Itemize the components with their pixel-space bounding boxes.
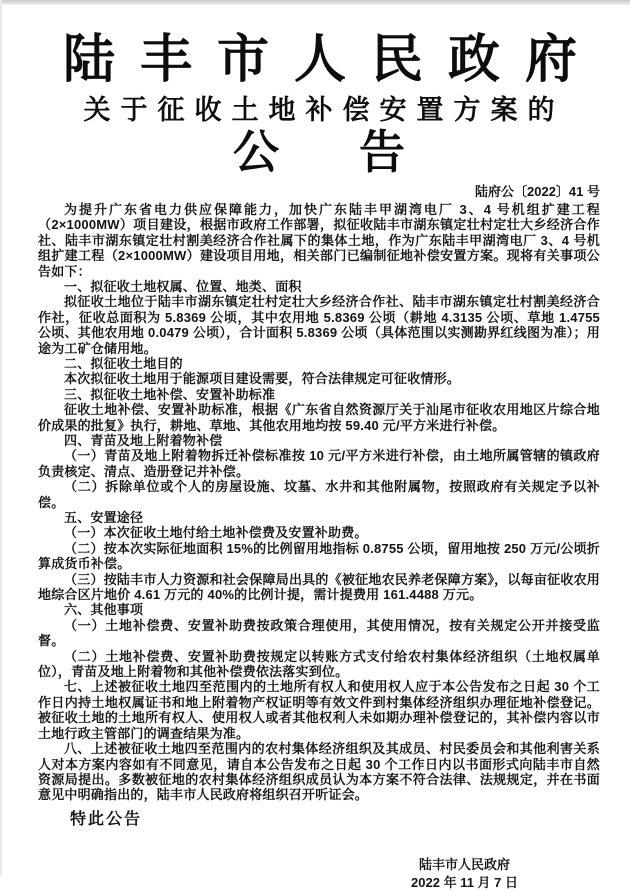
body-paragraph: （三）按陆丰市人力资源和社会保障局出具的《被征地农民养老保障方案》，以每亩征收农用地综合区片地价 4.61 万元的 40%的比例计提，需计提费用 161.4488 万元。 xyxy=(38,571,600,603)
body-paragraph: 本次拟征收土地用于能源项目建设需要，符合法律规定可征收情形。 xyxy=(64,371,461,387)
document-body xyxy=(38,202,600,830)
notice-title-char-1: 公 xyxy=(233,127,279,179)
body-paragraph: 拟征收土地位于陆丰市湖东镇定壮村定壮大乡经济合作社、陆丰市湖东镇定壮村割美经济合作社，征收总面积为 5.8369 公顷，其中农用地 5.8369 公顷（耕地 4.3135 公顷、草地 1.4755 公顷、其他农用地 0.0479 公顷），合计面积 5.8369 公顷（具体范围以实测勘界红线图为准）；用途为工矿仓储用地。 xyxy=(38,294,600,356)
subject-line: 关于征收土地补偿安置方案的 xyxy=(83,94,565,125)
body-paragraph: （一）土地补偿费、安置补助费按政策合理使用，其使用情况，按有关规定公开并接受监督。 xyxy=(38,617,600,649)
section-heading: 四、青苗及地上附着物补偿 xyxy=(64,432,223,448)
body-paragraph: （二）土地补偿费、安置补助费按规定以转账方式支付给农村集体经济组织（土地权属单位），青苗及地上附着物和其他补偿费依法落实到位。 xyxy=(38,648,600,680)
org-title: 陆丰市人民政府 xyxy=(63,32,603,89)
section-heading: 五、安置途径 xyxy=(64,510,144,525)
notice-title-char-2: 告 xyxy=(359,127,405,179)
section-heading: 二、拟征收土地目的 xyxy=(64,355,183,371)
closing-phrase: 特此公告 xyxy=(70,810,143,828)
section-heading: 三、拟征收土地补偿、安置补助标准 xyxy=(64,386,276,402)
body-paragraph: 七、上述被征收土地四至范围内的土地所有权人和使用权人应于本公告发布之日起 30 个工作日内持土地权属证书和地上附着物产权证明等有效文件到村集体经济组织办理征地补偿登记。被征收土地的土地所有权人、使用权人或者其他权利人未如期办理补偿登记的，其补偿内容以市土地行政主管部门的调查结果为准。 xyxy=(38,679,600,741)
issue-date: 2022 年 11 月 7 日 xyxy=(411,874,518,890)
issuer-name: 陆丰市人民政府 xyxy=(419,856,511,872)
body-paragraph: （一）本次征收土地付给土地补偿费及安置补助费。 xyxy=(64,525,368,541)
doc-number: 陆府公〔2022〕41 号 xyxy=(475,183,600,199)
body-paragraph: 八、上述被征收土地四至范围内的农村集体经济组织及其成员、村民委员会和其他利害关系人对本方案内容如有不同意见，请自本公告发布之日起 30 个工作日内以书面形式向陆丰市自然资源局提出。多数被征地的农村集体经济组织成员认为本方案不符合法律、法规规定，并在书面意见中明确指出的，陆丰市人民政府将组织召开听证会。 xyxy=(38,741,600,803)
body-paragraph: （二）拆除单位或个人的房屋设施、坟墓、水井和其他附属物，按照政府有关规定予以补偿。 xyxy=(38,479,600,510)
body-paragraph: 征收土地补偿、安置补助标准，根据《广东省自然资源厅关于汕尾市征收农用地区片综合地价成果的批复》执行，耕地、草地、其他农用地均按 59.40 元/平方米进行补偿。 xyxy=(38,402,600,433)
section-heading: 一、拟征收土地权属、位置、地类、面积 xyxy=(64,278,302,294)
signature-block xyxy=(411,856,518,892)
body-paragraph: 为提升广东省电力供应保障能力，加快广东陆丰甲湖湾电厂 3、4 号机组扩建工程（2×1000MW）项目建设，根据市政府工作部署，拟征收陆丰市湖东镇定壮村定壮大乡经济合作社、陆丰市湖东镇定壮村割美经济合作社属下的集体土地，作为广东陆丰甲湖湾电厂 3、4 号机组扩建工程（2×1000MW）建设项目用地，相关部门已编制征地补偿安置方案。现将有关事项公告如下： xyxy=(38,201,600,279)
body-paragraph: （一）青苗及地上附着物拆迁补偿标准按 10 元/平方米进行补偿，由土地所属管辖的镇政府负责核定、清点、造册登记并补偿。 xyxy=(38,448,600,479)
section-heading: 六、其他事项 xyxy=(64,602,144,618)
body-paragraph: （二）按本次实际征地面积 15%的比例留用地指标 0.8755 公顷，留用地按 250 万元/公顷折算成货币补偿。 xyxy=(38,540,600,572)
notice-title xyxy=(38,128,600,179)
